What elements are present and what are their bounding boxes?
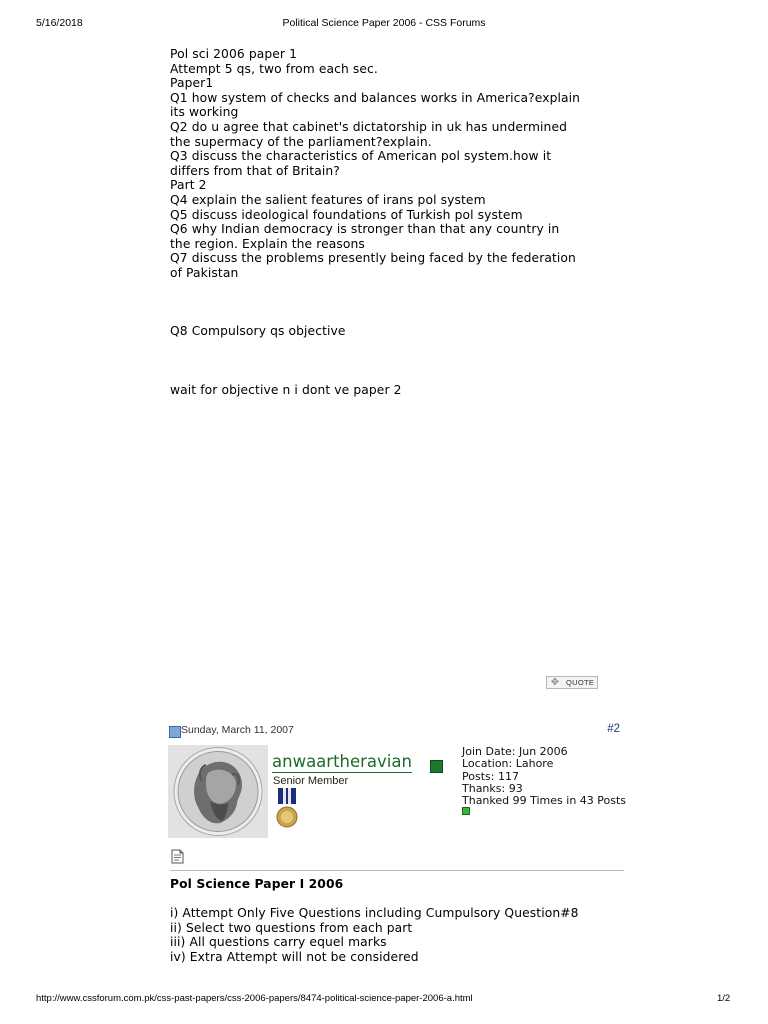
document-icon [170, 849, 185, 864]
post-number-link[interactable]: #2 [607, 723, 620, 735]
post-date: Sunday, March 11, 2007 [181, 724, 294, 736]
user-avatar[interactable] [168, 745, 268, 838]
quote-label: QUOTE [566, 678, 595, 687]
thanks-count: Thanks: 93 [462, 781, 523, 795]
quote-icon: ✥ [550, 677, 560, 688]
post-line: Q5 discuss ideological foundations of Turkish pol system [170, 207, 523, 222]
quote-button[interactable] [546, 676, 598, 689]
instruction-line: ii) Select two questions from each part [170, 920, 413, 935]
post-line: of Pakistan [170, 265, 239, 280]
post-line: Pol sci 2006 paper 1 [170, 47, 298, 61]
post-line: Q3 discuss the characteristics of American pol system.how it [170, 149, 552, 164]
post-1-body [170, 47, 610, 397]
post-closing-line: wait for objective n i dont ve paper 2 [170, 382, 402, 397]
post-heading: Pol Science Paper I 2006 [170, 877, 344, 891]
location: Location: Lahore [462, 757, 554, 771]
instruction-line: iii) All questions carry equel marks [170, 935, 387, 950]
print-title: Political Science Paper 2006 - CSS Forums [282, 17, 486, 29]
post-line: Q6 why Indian democracy is stronger than that any country in [170, 222, 560, 237]
post-icon [169, 726, 181, 738]
instruction-line: iv) Extra Attempt will not be considered [170, 949, 419, 964]
post-line: Q7 discuss the problems presently being faced by the federation [170, 251, 576, 266]
print-header [0, 17, 768, 31]
post-line: Part 2 [170, 178, 207, 193]
post-divider [170, 870, 624, 871]
post-line: Q2 do u agree that cabinet's dictatorship in uk has undermined [170, 119, 568, 134]
medal-icon [274, 788, 300, 830]
online-status-icon [430, 760, 443, 773]
post-line: its working [170, 105, 239, 120]
user-title: Senior Member [273, 775, 349, 787]
post-count: Posts: 117 [462, 769, 519, 783]
post-line: Paper1 [170, 76, 214, 91]
post-q8-line: Q8 Compulsory qs objective [170, 324, 346, 339]
print-date: 5/16/2018 [36, 17, 83, 29]
reputation-icon [462, 807, 470, 815]
post-line: Q4 explain the salient features of irans pol system [170, 192, 486, 207]
instruction-line: i) Attempt Only Five Questions including Cumpulsory Question#8 [170, 906, 579, 921]
post-line: Q1 how system of checks and balances works in America?explain [170, 90, 581, 105]
print-url: http://www.cssforum.com.pk/css-past-papers/css-2006-papers/8474-political-science-paper-2006-a.html [36, 993, 473, 1004]
post-2-body [170, 877, 630, 965]
post-line: the region. Explain the reasons [170, 236, 365, 251]
join-date: Join Date: Jun 2006 [462, 745, 568, 758]
post-line: differs from that of Britain? [170, 163, 340, 178]
post-2-header [167, 723, 622, 739]
username-link[interactable]: anwaartheravian [272, 752, 412, 771]
post-line: the supermacy of the parliament?explain. [170, 134, 432, 149]
print-page-number: 1/2 [717, 993, 731, 1004]
post-line: Attempt 5 qs, two from each sec. [170, 61, 378, 76]
thanked-count: Thanked 99 Times in 43 Posts [462, 794, 627, 808]
user-stats [462, 746, 626, 807]
